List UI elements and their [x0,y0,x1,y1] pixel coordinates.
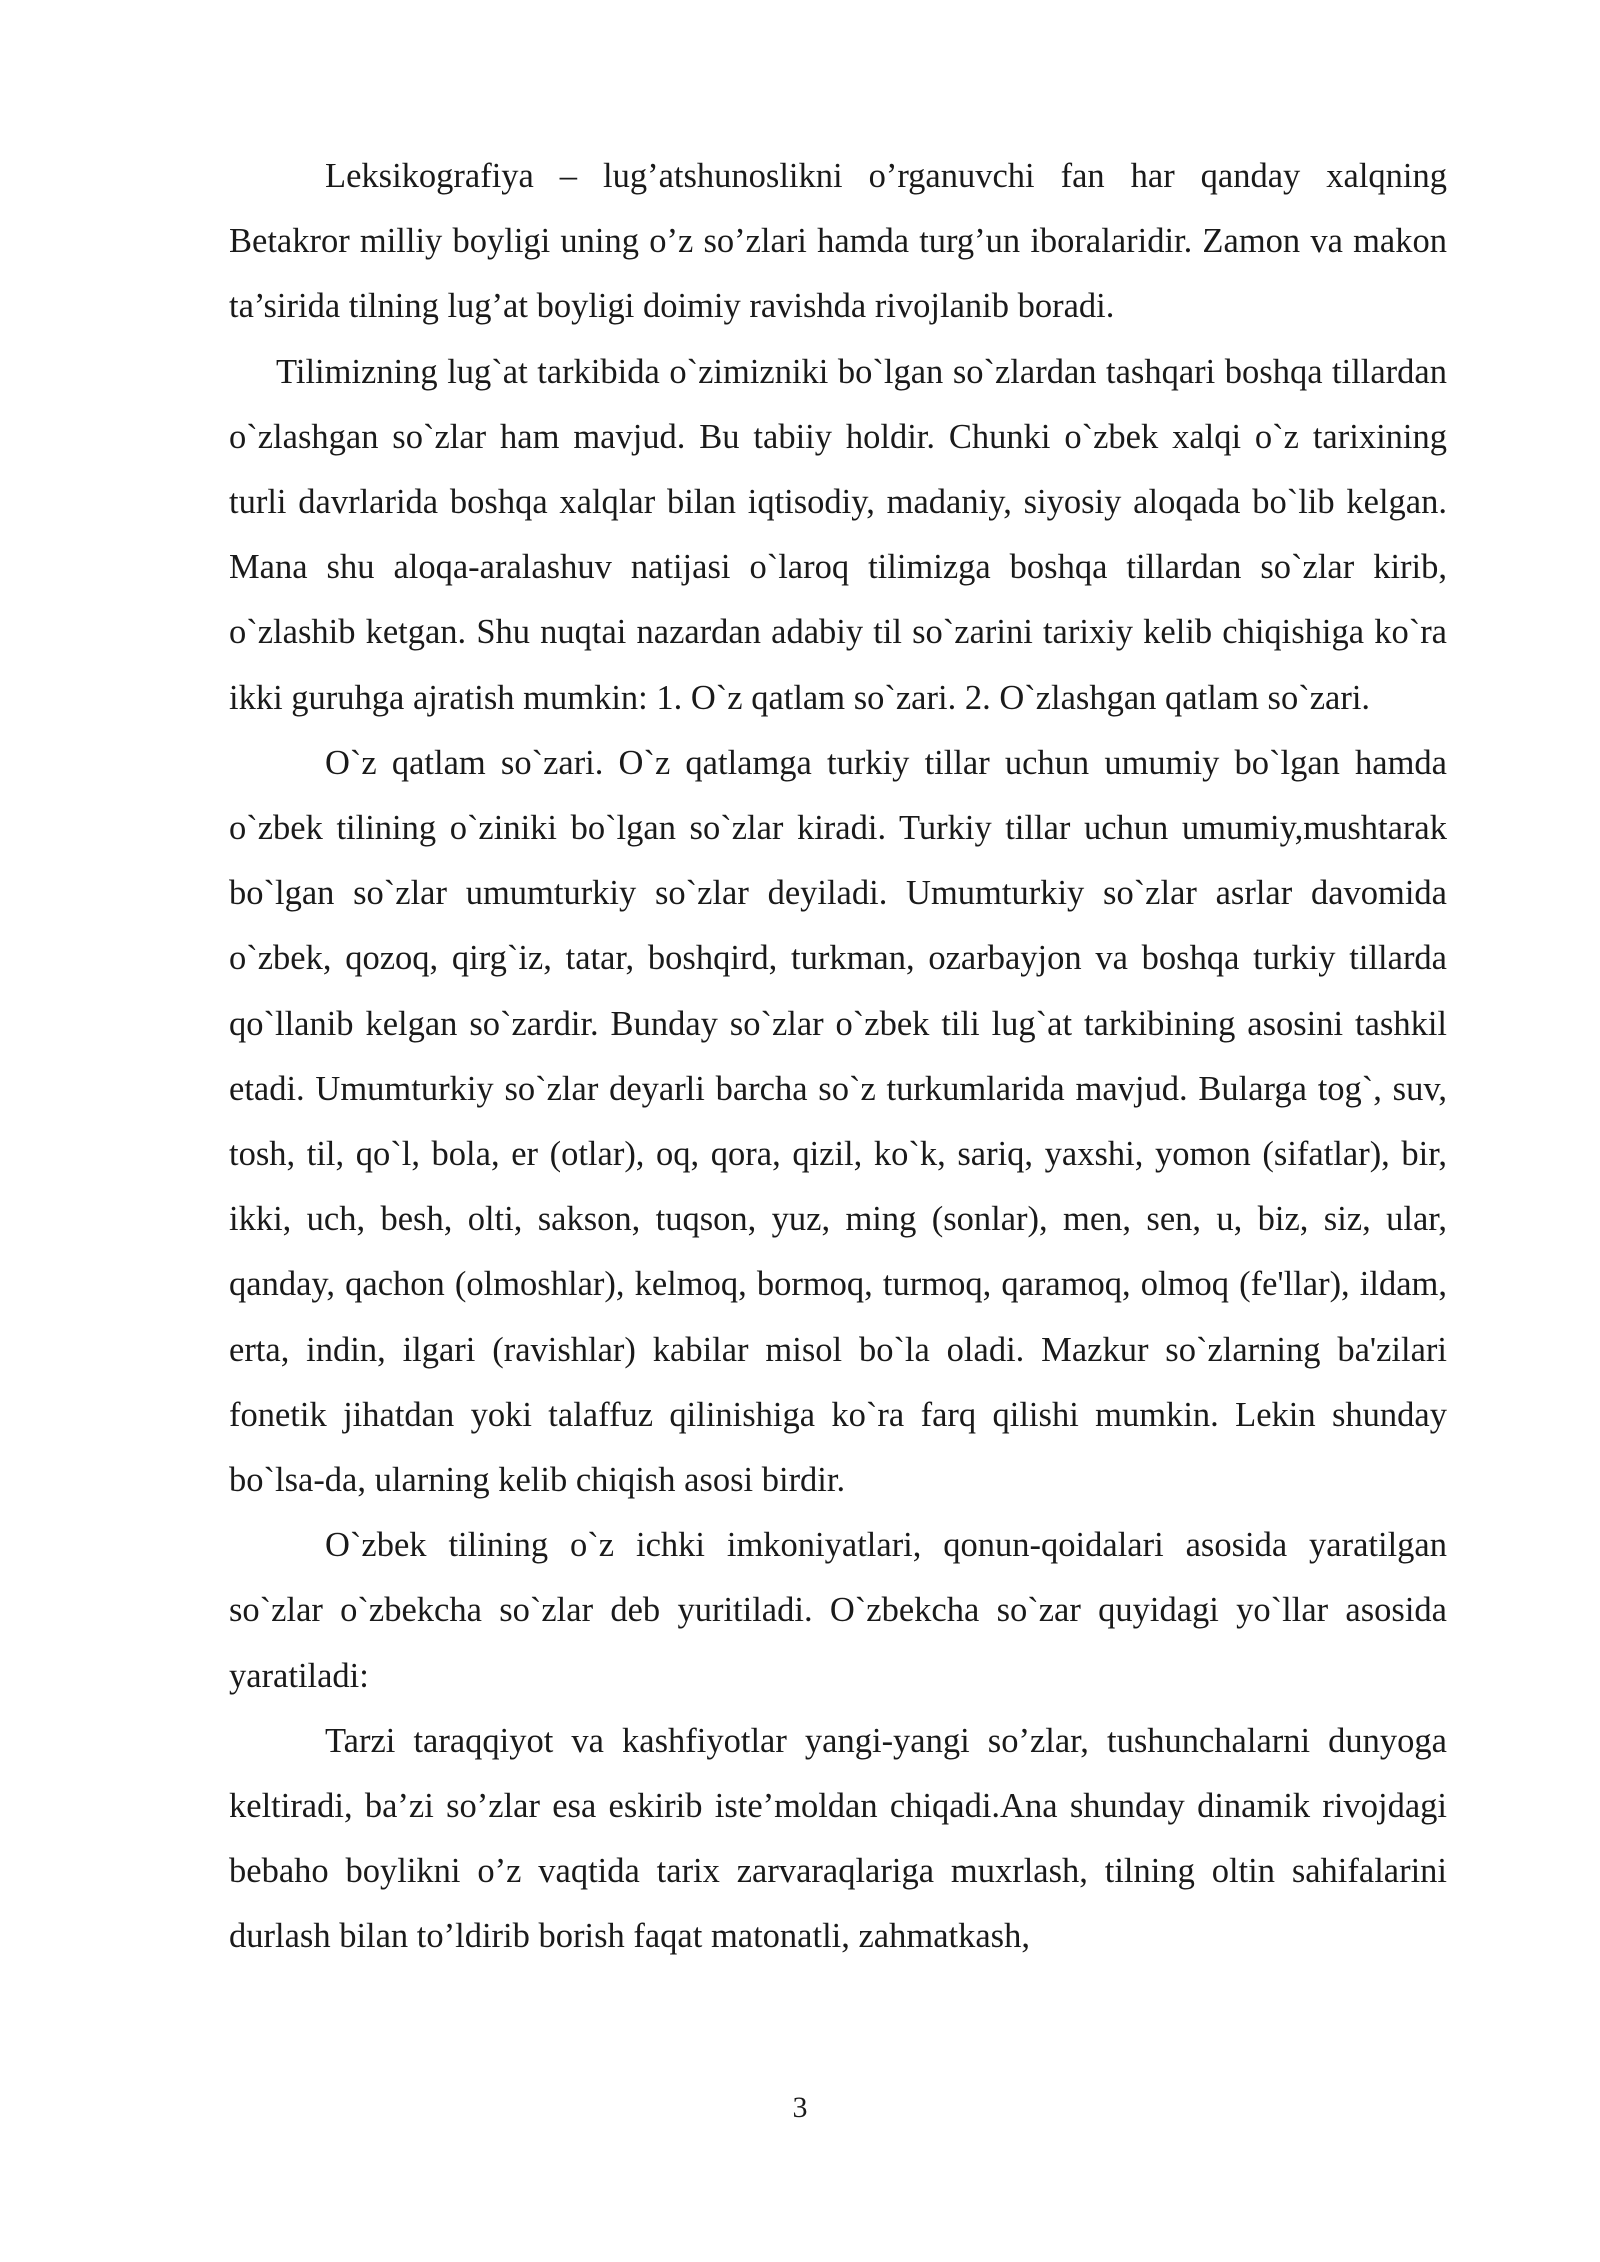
paragraph-borrowed-words: Tilimizning lug`at tarkibida o`zimizniki bo`lgan so`zlardan tashqari boshqa tillardan o`zlashgan so`zlar ham mavjud. Bu tabiiy holdir. Chunki o`zbek xalqi o`z tarixining turli davrlarida boshqa xalqlar bilan iqtisodiy, madaniy, siyosiy aloqada bo`lib kelgan. Mana shu aloqa-aralashuv natijasi o`laroq tilimizga boshqa tillardan so`zlar kirib, o`zlashib ketgan. Shu nuqtai nazardan adabiy til so`zarini tarixiy kelib chiqishiga ko`ra ikki guruhga ajratish mumkin: 1. O`z qatlam so`zari. 2. O`zlashgan qatlam so`zari. [229,352,1447,717]
page-number: 3 [792,2091,808,2124]
paragraph-native-layer: O`z qatlam so`zari. O`z qatlamga turkiy tillar uchun umumiy bo`lgan hamda o`zbek tilining o`ziniki bo`lgan so`zlar kiradi. Turkiy tillar uchun umumiy,mushtarak bo`lgan so`zlar umumturkiy so`zlar deyiladi. Umumturkiy so`zlar asrlar davomida o`zbek, qozoq, qirg`iz, tatar, boshqird, turkman, ozarbayjon va boshqa turkiy tillarda qo`llanib kelgan so`zardir. Bunday so`zlar o`zbek tili lug`at tarkibining asosini tashkil etadi. Umumturkiy so`zlar deyarli barcha so`z turkumlarida mavjud. Bularga tog`, suv, tosh, til, qo`l, bola, er (otlar), oq, qora, qizil, ko`k, sariq, yaxshi, yomon (sifatlar), bir, ikki, uch, besh, olti, sakson, tuqson, yuz, ming (sonlar), men, sen, u, biz, siz, ular, qanday, qachon (olmoshlar), kelmoq, bormoq, turmoq, qaramoq, olmoq (fe'llar), ildam, erta, indin, ilgari (ravishlar) kabilar misol bo`la oladi. Mazkur so`zlarning ba'zilari fonetik jihatdan yoki talaffuz qilinishiga ko`ra farq qilishi mumkin. Lekin shunday bo`lsa-da, ularning kelib chiqish asosi birdir. [229,743,1447,1500]
paragraph-progress: Tarzi taraqqiyot va kashfiyotlar yangi-yangi so’zlar, tushunchalarni dunyoga keltiradi, ba’zi so’zlar esa eskirib iste’moldan chiqadi.Ana shunday dinamik rivojdagi bebaho boylikni o’z vaqtida tarix zarvaraqlariga muxrlash, tilning oltin sahifalarini durlash bilan to’ldirib borish faqat matonatli, zahmatkash, [229,1721,1447,1956]
document-body [229,144,1447,1970]
paragraph-lexicography-intro: Leksikografiya – lug’atshunoslikni o’rganuvchi fan har qanday xalqning Betakror milliy boyligi uning o’z so’zlari hamda turg’un iboralaridir. Zamon va makon ta’sirida tilning lug’at boyligi doimiy ravishda rivojlanib boradi. [229,157,1447,326]
paragraph-uzbek-words: O`zbek tilining o`z ichki imkoniyatlari, qonun-qoidalari asosida yaratilgan so`zlar o`zbekcha so`zlar deb yuritiladi. O`zbekcha so`zar quyidagi yo`llar asosida yaratiladi: [229,1526,1447,1695]
